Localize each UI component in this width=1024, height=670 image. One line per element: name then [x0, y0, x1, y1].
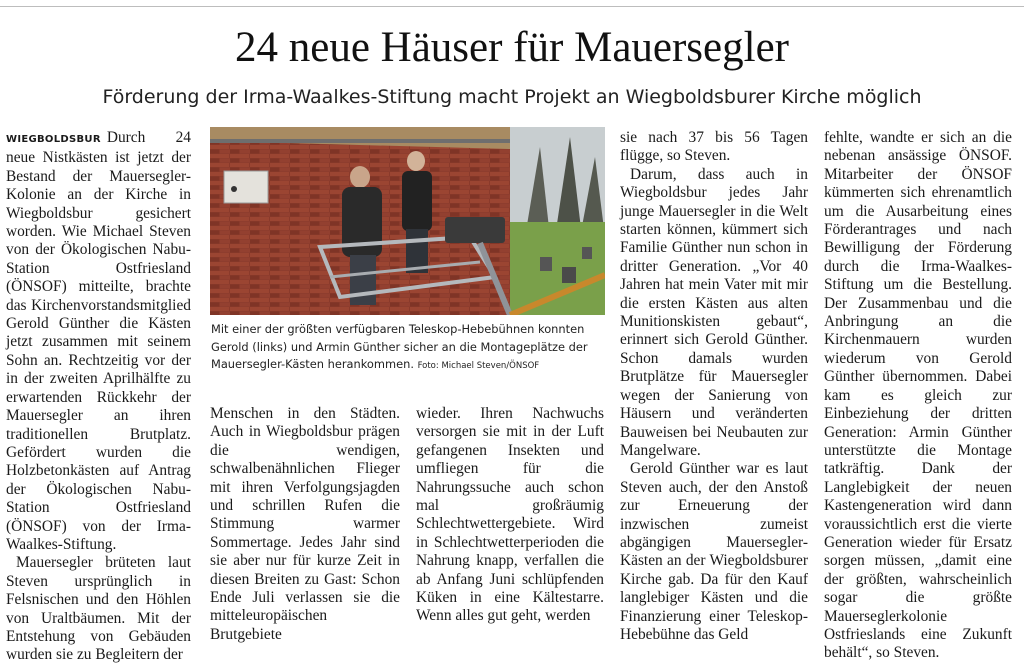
- article-photo: [210, 127, 605, 315]
- photo-church-wall: [210, 127, 605, 315]
- paragraph: wieder. Ihren Nachwuchs versorgen sie mit in der Luft gefangenen Insekten und umfliegen für die Nahrungssuche auch schon mal großräumig Schlechtwettergebiete. Wird in Schlechtwetterperioden die Nahrung knapp, verfallen die ab Anfang Juni schlüpfenden Küken in eine Kältestarre. Wenn alles gut geht, werden: [416, 405, 604, 625]
- top-rule: [0, 6, 1024, 7]
- paragraph: Darum, dass auch in Wiegboldsbur jedes Jahr junge Mauersegler in die Welt starten können, kümmert sich Familie Günther nun schon in dritter Generation. „Vor 40 Jahren hat mein Vater mit mir die ersten Kästen aus alten Munitionskisten gebaut“, erinnert sich Gerold Günther. Schon damals wurden Brutplätze für Mauersegler wegen der Sanierung von Häusern und veränderten Bauweisen bei Neubauten zur Mangelware.: [620, 165, 808, 459]
- lead-text: Durch 24 neue Nistkästen ist jetzt der Bestand der Mauersegler-Kolonie an der Kirche in Wiegboldsbur gesichert worden. Wie Michael Steven von der Ökologischen Nabu-Station Ostfriesland (ÖNSOF) mitteilte, brachte das Kirchenvorstandsmitglied Gerold Günther die Kästen jetzt zusammen mit seinem Sohn an. Rechtzeitig vor der in der zweiten Aprilhälfte zu erwartenden Rückkehr der Mauersegler an ihren traditionellen Brutplatz. Gefördert wurden die Holzbetonkästen auf Antrag der Ökologischen Nabu-Station Ostfriesland (ÖNSOF) von der Irma-Waalkes-Stiftung.: [6, 129, 191, 553]
- column-3: [416, 405, 604, 626]
- paragraph: sie nach 37 bis 56 Tagen flügge, so Steven.: [620, 129, 808, 165]
- dateline: WIEGBOLDSBUR: [6, 134, 101, 145]
- paragraph: Mauersegler brüteten laut Steven ursprünglich in Felsnischen und den Höhlen von Uraltbäumen. Mit der Entstehung von Gebäuden wurden sie zu Begleitern der: [6, 554, 191, 664]
- column-2: [210, 405, 400, 644]
- column-5: [824, 129, 1012, 663]
- paragraph: Menschen in den Städten. Auch in Wiegboldsbur prägen die wendigen, schwalbenähnlichen Flieger mit ihren Verfolgungsjagden und schrillen Rufen die Stimmung warmer Sommertage. Jedes Jahr sind sie aber nur für kurze Zeit in diesen Breiten zu Gast: Schon Ende Juli verlassen sie die mitteleuropäischen Brutgebiete: [210, 405, 400, 643]
- headline: 24 neue Häuser für Mauersegler: [235, 24, 789, 71]
- paragraph: Gerold Günther war es laut Steven auch, der den Anstoß zur Erneuerung der inzwischen zumeist abgängigen Mauersegler-Kästen an der Wiegboldsburer Kirche gab. Da für den Kauf langlebiger Kästen und die Finanzierung einer Teleskop-Hebebühne das Geld: [620, 460, 808, 643]
- paragraph: [6, 129, 191, 554]
- photo-credit: Foto: Michael Steven/ÖNSOF: [417, 361, 540, 372]
- photo-caption: [211, 321, 609, 376]
- column-1: [6, 129, 191, 665]
- paragraph: fehlte, wandte er sich an die nebenan ansässige ÖNSOF. Mitarbeiter der ÖNSOF kümmerten sich ehrenamtlich um die Ausarbeitung eines Förderantrages und nach Bewilligung der Förderung durch die Irma-Waalkes-Stiftung um die Bestellung. Der Zusammenbau und die Anbringung an die Kirchenmauern wurden wiederum von Gerold Günther übernommen. Dabei kam es gleich zur Einbeziehung der dritten Generation: Armin Günther unterstützte die Montage tatkräftig. Dank der Langlebigkeit der neuen Kastengeneration wird dann voraussichtlich erst die vierte Generation wieder für Ersatz sorgen müssen, „damit eine der größten, wahrscheinlich sogar die größte Mauerseglerkolonie Ostfrieslands eine Zukunft behält“, so Steven.: [824, 129, 1012, 662]
- subheadline: Förderung der Irma-Waalkes-Stiftung macht Projekt an Wiegboldsburer Kirche möglich: [102, 86, 922, 108]
- column-4: [620, 129, 808, 644]
- caption-text: Mit einer der größten verfügbaren Teleskop-Hebebühnen konnten Gerold (links) und Armin Günther sicher an die Montageplätze der Mauersegler-Kästen herankommen.: [211, 322, 588, 372]
